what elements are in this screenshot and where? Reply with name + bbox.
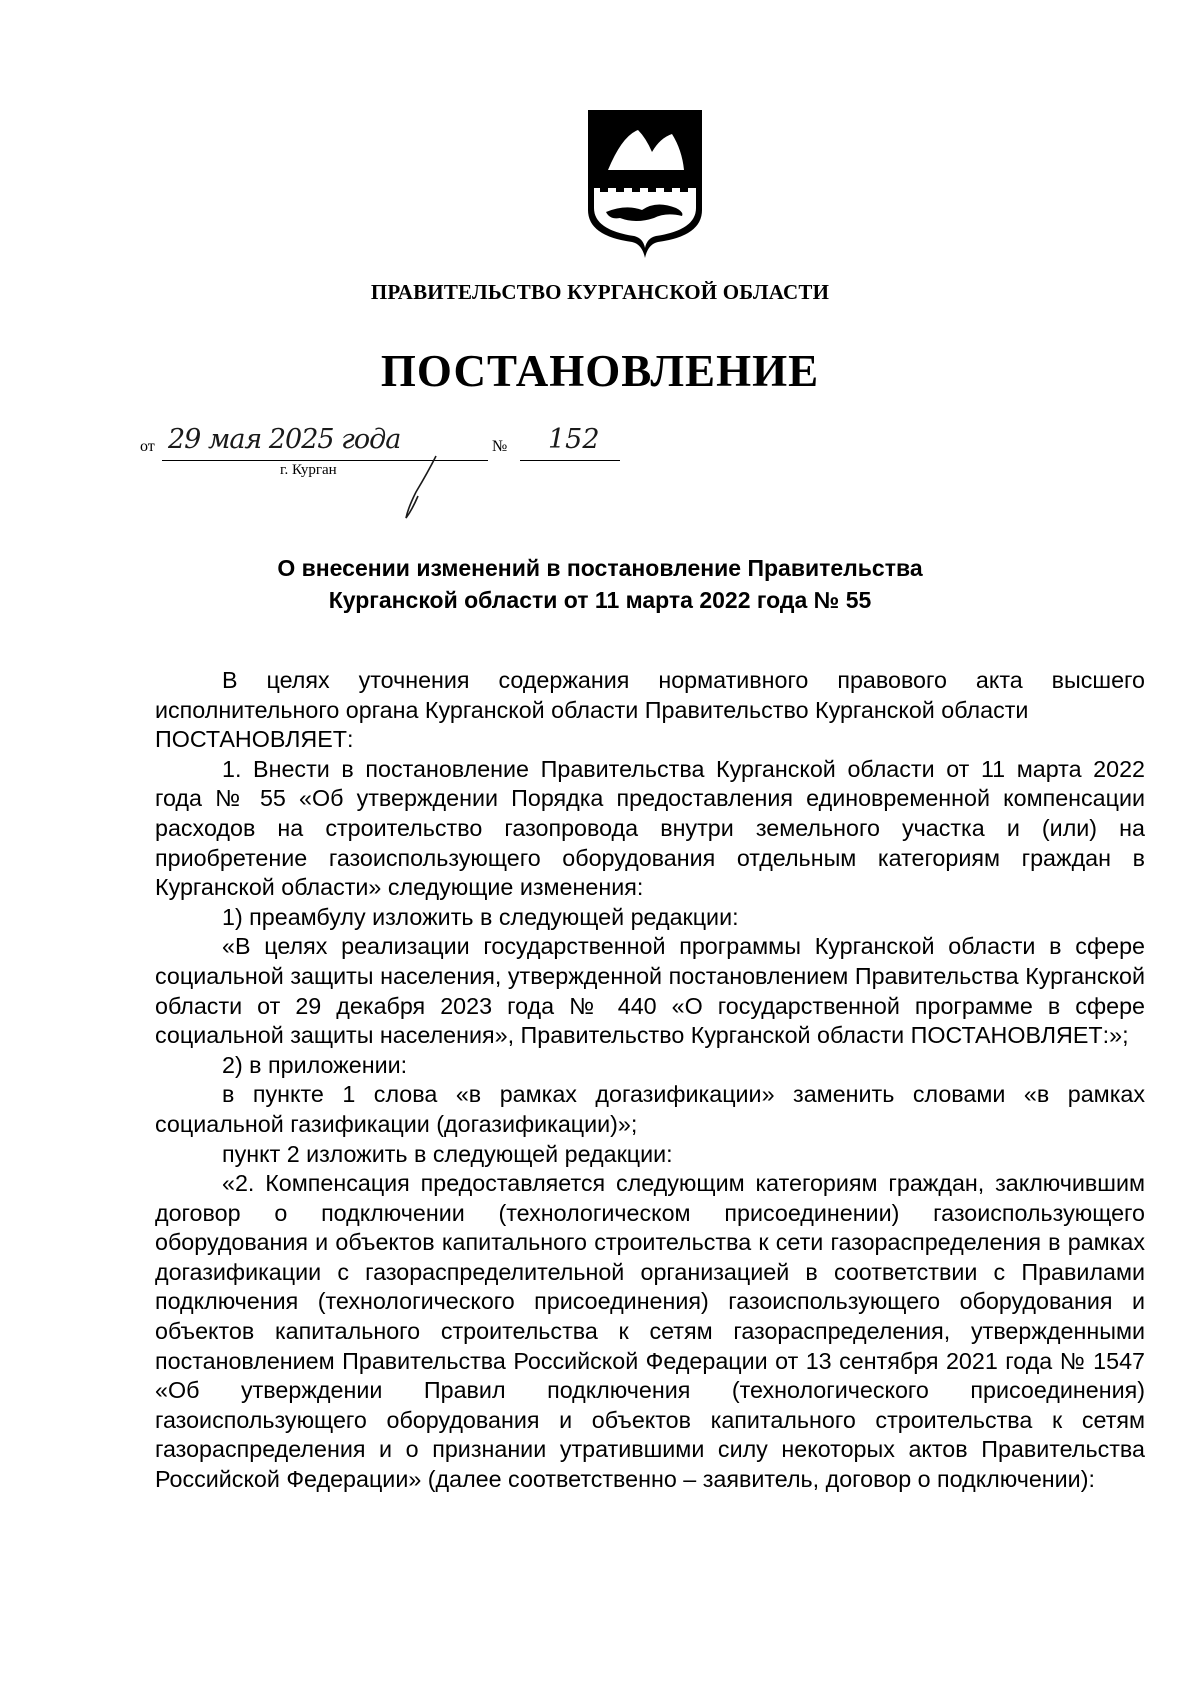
document-title-line: Курганской области от 11 марта 2022 года № 55	[328, 587, 872, 613]
document-body	[155, 666, 1145, 1495]
body-paragraph: пункт 2 изложить в следующей редакции:	[222, 1140, 673, 1167]
kurgan-region-coat-of-arms-icon	[586, 108, 704, 258]
body-paragraph: 1) преамбулу изложить в следующей редакции:	[222, 903, 739, 930]
body-paragraph: 2) в приложении:	[222, 1051, 408, 1078]
body-paragraph: ПОСТАНОВЛЯЕТ:	[155, 726, 354, 753]
city-label: г. Курган	[280, 462, 337, 478]
body-paragraph: 1. Внести в постановление Правительства Курганской области от 11 марта 2022 года № 55 «Об утверждении Порядка предоставления единовременной компенсации расходов на строительство газопровода внутри земельного участка и (или) на приобретение газоиспользующего оборудования отдельным категориям граждан в Курганской области» следующие изменения:	[155, 755, 1145, 901]
date-number-line	[140, 424, 660, 512]
document-title	[0, 552, 1200, 616]
handwritten-date: 29 мая 2025 года	[168, 424, 401, 455]
issuing-authority: ПРАВИТЕЛЬСТВО КУРГАНСКОЙ ОБЛАСТИ	[370, 280, 830, 304]
body-paragraph: в пункте 1 слова «в рамках догазификации» заменить словами «в рамках социальной газификации (догазификации)»;	[155, 1081, 1145, 1137]
document-title-line: О внесении изменений в постановление Правительства	[277, 555, 923, 581]
body-paragraph: «В целях реализации государственной программы Курганской области в сфере социальной защиты населения, утвержденной постановлением Правительства Курганской области от 29 декабря 2023 года № 440 «О государственной программе в сфере социальной защиты населения», Правительство Курганской области ПОСТАНОВЛЯЕТ:»;	[155, 933, 1145, 1049]
handwritten-number: 152	[548, 424, 600, 455]
number-underline	[520, 460, 620, 461]
handwritten-stroke-icon	[388, 452, 448, 522]
body-paragraph: В целях уточнения содержания нормативного правового акта высшего исполнительного органа Курганской области Правительство Курганской области	[155, 667, 1145, 723]
date-from-label: от	[140, 438, 155, 455]
body-paragraph: «2. Компенсация предоставляется следующим категориям граждан, заключившим договор о подключении (технологическом присоединении) газоиспользующего оборудования и объектов капитального строительства к сети газораспределения в рамках догазификации с газораспределительной организацией в соответствии с Правилами подключения (технологического присоединения) газоиспользующего оборудования и объектов капитального строительства к сетям газораспределения, утвержденными постановлением Правительства Российской Федерации от 13 сентября 2021 года № 1547 «Об утверждении Правил подключения (технологического присоединения) газоиспользующего оборудования и объектов капитального строительства к сетям газораспределения и о признании утратившими силу некоторых актов Правительства Российской Федерации» (далее соответственно – заявитель, договор о подключении):	[155, 1170, 1145, 1493]
document-type-heading: ПОСТАНОВЛЕНИЕ	[380, 346, 820, 396]
number-label: №	[492, 438, 508, 455]
